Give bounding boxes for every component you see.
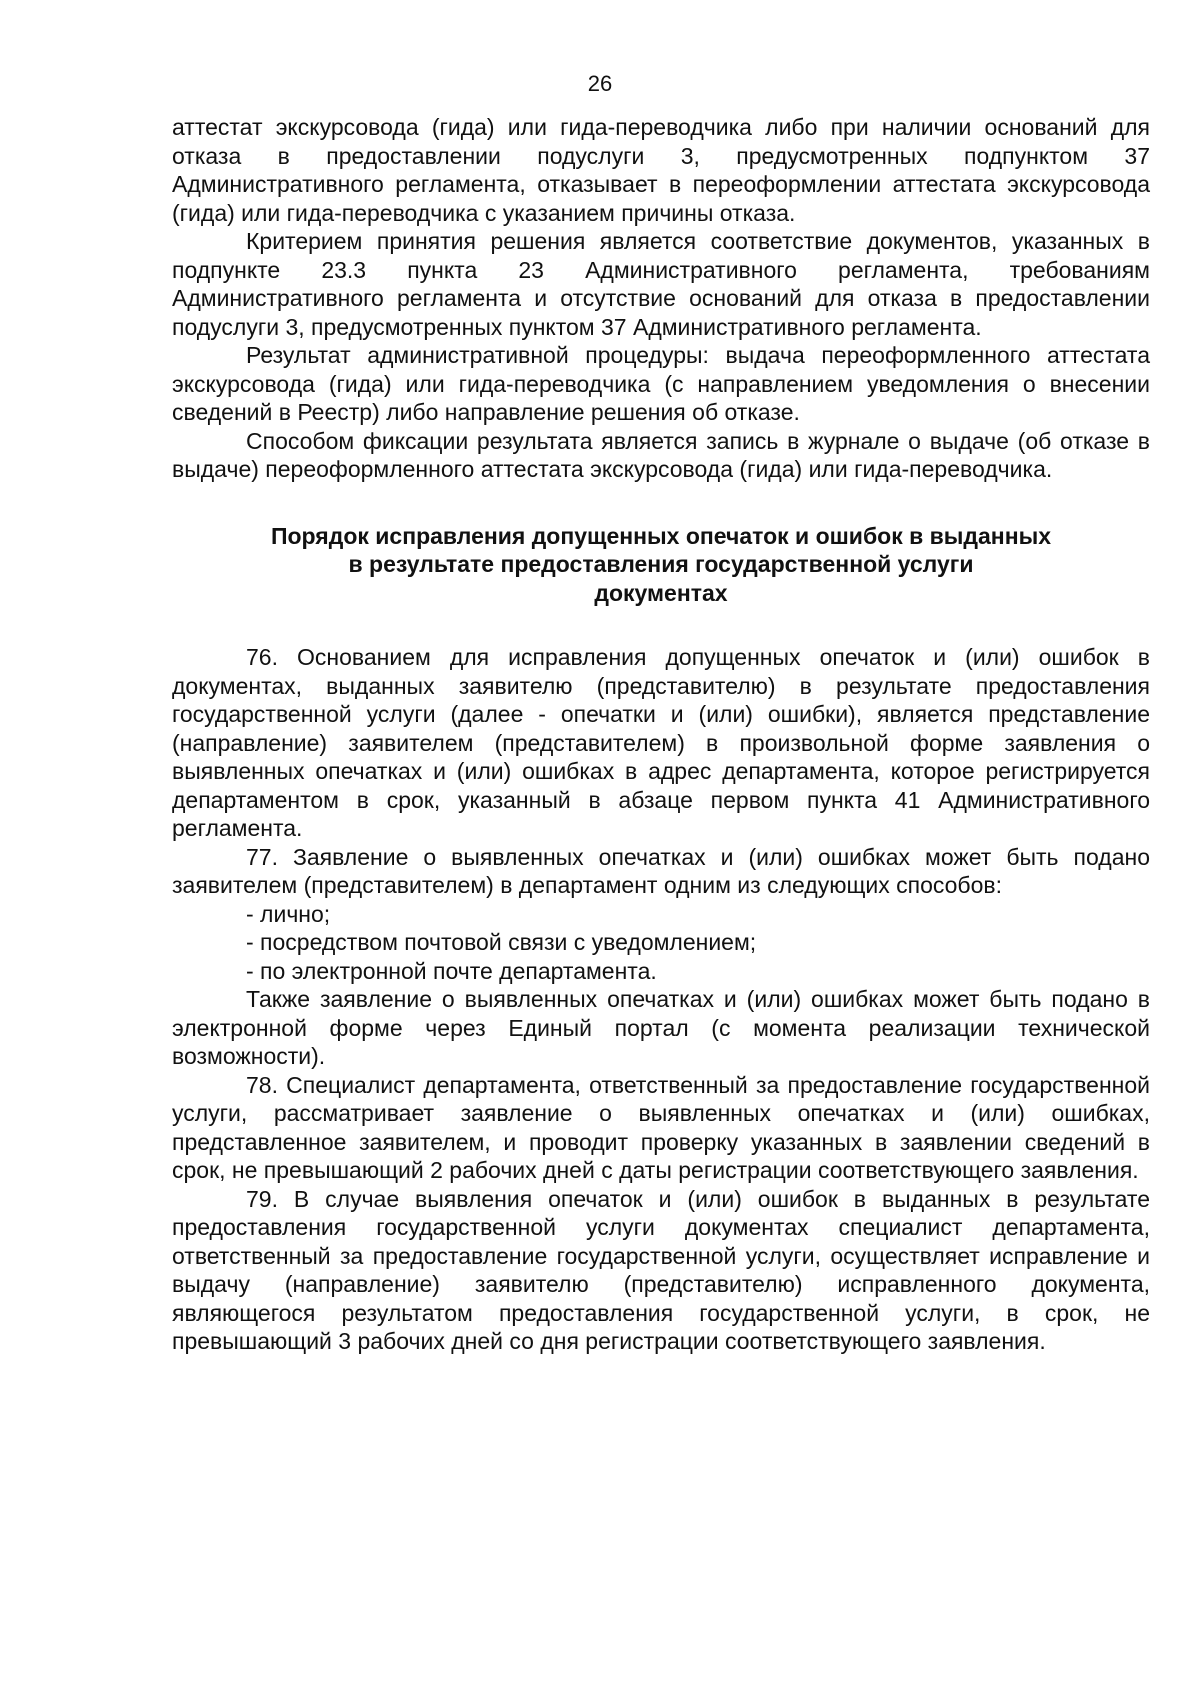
list-item: - по электронной почте департамента. (246, 957, 657, 984)
paragraph: Критерием принятия решения является соответствие документов, указанных в подпункте 23.3 пункта 23 Административного регламента, требованиям Административного регламента и отсутствие оснований для отказа в предоставлении подуслуги 3, предусмотренных пунктом 37 Административного регламента. (172, 228, 1150, 340)
paragraph-item-76: 76. Основанием для исправления допущенных опечаток и (или) ошибок в документах, выданных заявителю (представителю) в результате предоставления государственной услуги (далее - опечатки и (или) ошибки), является представление (направление) заявителем (представителем) в произвольной форме заявления о выявленных опечатках и (или) ошибках в адрес департамента, которое регистрируется департаментом в срок, указанный в абзаце первом пункта 41 Административного регламента. (172, 644, 1150, 841)
section-heading-line: документах (594, 579, 728, 606)
document-body (172, 113, 1150, 1356)
section-heading-line: в результате предоставления государственной услуги (348, 551, 974, 577)
paragraph: аттестат экскурсовода (гида) или гида-переводчика либо при наличии оснований для отказа в предоставлении подуслуги 3, предусмотренных подпунктом 37 Административного регламента, отказывает в переоформлении аттестата экскурсовода (гида) или гида-переводчика с указанием причины отказа. (172, 114, 1150, 226)
list-item: - посредством почтовой связи с уведомлением; (246, 929, 757, 955)
paragraph: Результат административной процедуры: выдача переоформленного аттестата экскурсовода (гида) или гида-переводчика (с направлением уведомления о внесении сведений в Реестр) либо направление решения об отказе. (172, 342, 1150, 425)
section-heading-line: Порядок исправления допущенных опечаток и ошибок в выданных (270, 522, 1052, 549)
page-number: 26 (587, 71, 613, 96)
section-heading (172, 522, 1150, 608)
paragraph: Способом фиксации результата является запись в журнале о выдаче (об отказе в выдаче) переоформленного аттестата экскурсовода (гида) или гида-переводчика. (172, 427, 1150, 482)
paragraph-item-77: 77. Заявление о выявленных опечатках и (или) ошибках может быть подано заявителем (представителем) в департамент одним из следующих способов: (172, 843, 1150, 898)
list-item: - лично; (246, 900, 331, 927)
paragraph-item-79: 79. В случае выявления опечаток и (или) ошибок в выданных в результате предоставления государственной услуги документах специалист департамента, ответственный за предоставление государственной услуги, осуществляет исправление и выдачу (направление) заявителю (представителю) исправленного документа, являющегося результатом предоставления государственной услуги, в срок, не превышающий 3 рабочих дней со дня регистрации соответствующего заявления. (172, 1185, 1150, 1354)
paragraph-item-78: 78. Специалист департамента, ответственный за предоставление государственной услуги, рассматривает заявление о выявленных опечатках и (или) ошибках, представленное заявителем, и проводит проверку указанных в заявлении сведений в срок, не превышающий 2 рабочих дней с даты регистрации соответствующего заявления. (172, 1071, 1150, 1183)
paragraph: Также заявление о выявленных опечатках и (или) ошибках может быть подано в электронной форме через Единый портал (с момента реализации технической возможности). (172, 986, 1150, 1069)
